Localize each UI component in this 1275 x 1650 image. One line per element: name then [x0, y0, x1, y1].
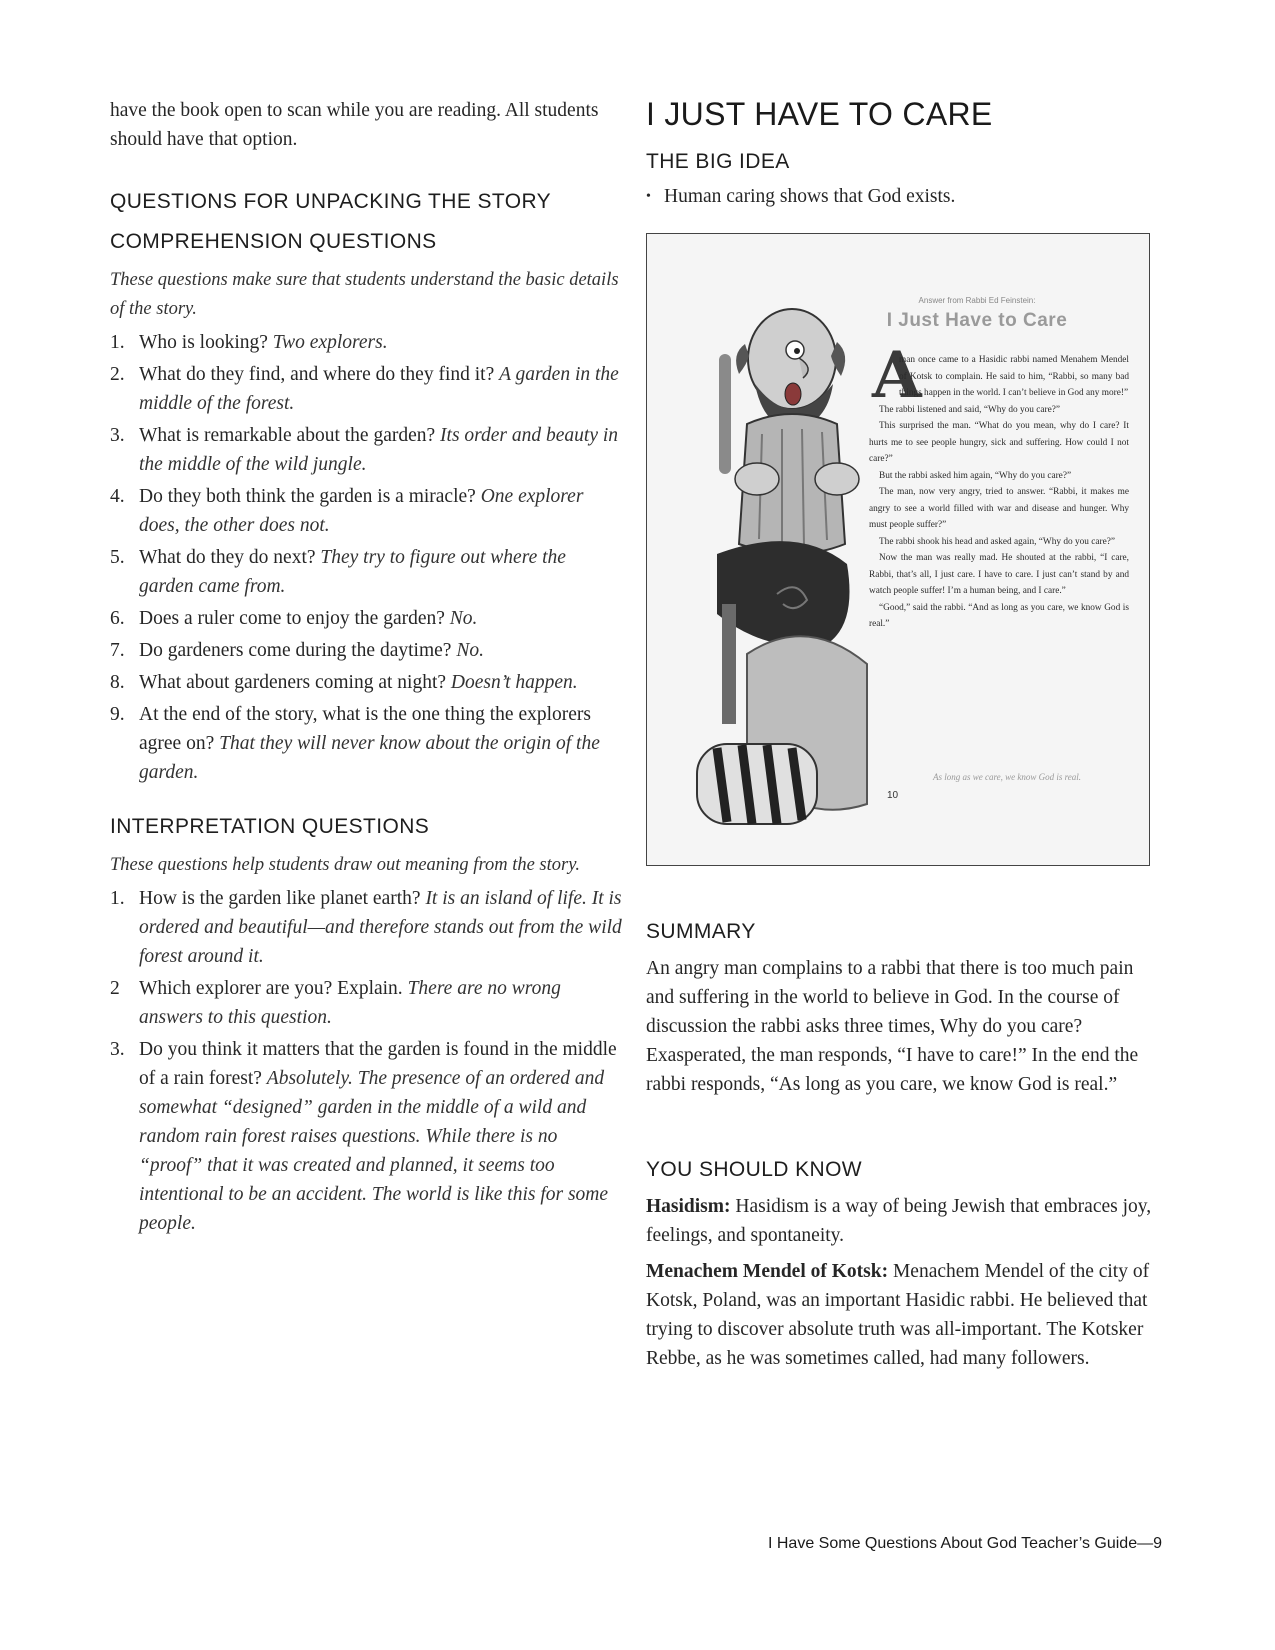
comprehension-intro: These questions make sure that students understand the basic details of the story.	[110, 270, 619, 319]
answer-text: No.	[456, 640, 484, 661]
comprehension-heading: COMPREHENSION QUESTIONS	[110, 230, 437, 253]
list-item	[110, 974, 625, 1032]
continuation-text: have the book open to scan while you are reading. All students should have that option.	[110, 100, 599, 150]
summary-section	[646, 912, 1161, 1099]
item-number: 1.	[110, 332, 125, 353]
question-text: What do they find, and where do they find it?	[139, 364, 495, 385]
story-paragraph: But the rabbi asked him again, “Why do you care?”	[879, 470, 1072, 481]
big-idea-heading: THE BIG IDEA	[646, 150, 790, 173]
answer-text: That they will never know about the origin of the garden.	[139, 733, 600, 783]
interpretation-heading: INTERPRETATION QUESTIONS	[110, 815, 430, 838]
answer-text: Its order and beauty in the middle of the wild jungle.	[139, 425, 619, 475]
figure-title: I Just Have to Care	[886, 310, 1068, 331]
question-text: Does a ruler come to enjoy the garden?	[139, 608, 445, 629]
answer-text: A garden in the middle of the forest.	[139, 364, 619, 414]
term-definition: Hasidism is a way of being Jewish that embraces joy, feelings, and spontaneity.	[646, 1196, 1152, 1246]
list-item	[110, 668, 625, 697]
big-idea-text: Human caring shows that God exists.	[664, 186, 956, 207]
item-number: 3.	[110, 1039, 125, 1060]
item-number: 5.	[110, 547, 125, 568]
page-footer: I Have Some Questions About God Teacher’s Guide—9	[767, 1535, 1162, 1552]
list-item	[110, 328, 625, 357]
story-paragraph: The rabbi shook his head and asked again, “Why do you care?”	[879, 536, 1115, 547]
question-text: Do you think it matters that the garden is found in the middle of a rain forest?	[139, 1039, 617, 1089]
story-paragraph: “Good,” said the rabbi. “And as long as you care, we know God is real.”	[869, 602, 1129, 629]
answer-text: No.	[449, 608, 478, 629]
answer-text: Doesn’t happen.	[450, 672, 578, 693]
list-item	[110, 421, 625, 479]
list-item	[110, 360, 625, 418]
list-item	[110, 884, 625, 971]
interpretation-list	[110, 884, 625, 1238]
unpacking-heading: QUESTIONS FOR UNPACKING THE STORY	[110, 190, 552, 213]
summary-text: An angry man complains to a rabbi that there is too much pain and suffering in the world to believe in God. In the course of discussion the rabbi asks three times, Why do you care? Exasperated, the man responds, “I have to care!” In the end the rabbi responds, “As long as you care, we know God is real.”	[646, 958, 1139, 1095]
figure-caption: As long as we care, we know God is real.	[932, 772, 1082, 782]
story-paragraph: man once came to a Hasidic rabbi named Menahem Mendel of Kotsk to complain. He said to him, “Rabbi, so many bad things happen in the world. I can’t believe in God any more!”	[899, 355, 1129, 398]
question-text: Do gardeners come during the daytime?	[139, 640, 452, 661]
item-number: 1.	[110, 888, 125, 909]
item-number: 2.	[110, 364, 125, 385]
term-entry	[646, 1192, 1161, 1250]
list-item	[110, 604, 625, 633]
story-paragraph: Now the man was really mad. He shouted at the rabbi, “I care, Rabbi, that’s all, I just care. I have to care. I just can’t stand by and watch people suffer! I’m a human being, and I care.”	[869, 553, 1129, 596]
interpretation-intro: These questions help students draw out meaning from the story.	[110, 855, 581, 875]
item-number: 4.	[110, 486, 125, 507]
list-item	[110, 543, 625, 601]
question-text: At the end of the story, what is the one thing the explorers agree on?	[139, 704, 592, 754]
question-text: What do they do next?	[139, 547, 316, 568]
list-item	[110, 636, 625, 665]
item-number: 3.	[110, 425, 125, 446]
big-idea-bullet	[646, 182, 1161, 211]
question-text: Who is looking?	[139, 332, 268, 353]
question-text: What is remarkable about the garden?	[139, 425, 436, 446]
term-entry	[646, 1257, 1161, 1373]
question-text: What about gardeners coming at night?	[139, 672, 447, 693]
answer-text: One explorer does, the other does not.	[139, 486, 584, 536]
book-page-figure	[646, 233, 1150, 866]
story-paragraph: The rabbi listened and said, “Why do you care?”	[879, 404, 1060, 415]
know-heading: YOU SHOULD KNOW	[646, 1158, 863, 1181]
figure-story	[869, 352, 1129, 633]
figure-kicker: Answer from Rabbi Ed Feinstein:	[918, 296, 1036, 305]
story-paragraph: This surprised the man. “What do you mean, why do I care? It hurts me to see people hungry, sick and suffering. How could I not care?”	[869, 421, 1129, 464]
answer-text: There are no wrong answers to this question.	[139, 978, 561, 1028]
page-title: I JUST HAVE TO CARE	[646, 96, 993, 132]
answer-text: Absolutely. The presence of an ordered and somewhat “designed” garden in the middle of a wild and random rain forest raises questions. While there is no “proof” that it was created and planned, it seems too intentional to be an accident. The world is like this for some people.	[139, 1068, 609, 1234]
question-text: Which explorer are you? Explain.	[139, 978, 403, 999]
answer-text: Two explorers.	[272, 332, 388, 353]
bullet-icon: •	[646, 189, 651, 204]
comprehension-list	[110, 328, 625, 787]
figure-dropcap: A	[872, 338, 922, 413]
item-number: 7.	[110, 640, 125, 661]
item-number: 9.	[110, 704, 125, 725]
right-column	[646, 92, 1161, 211]
list-item	[110, 1035, 625, 1238]
rabbi-illustration	[687, 274, 877, 834]
list-item	[110, 482, 625, 540]
question-text: Do they both think the garden is a miracle?	[139, 486, 476, 507]
answer-text: They try to figure out where the garden came from.	[139, 547, 566, 597]
answer-text: It is an island of life. It is ordered and beautiful—and therefore stands out from the wild forest around it.	[139, 888, 622, 967]
list-item	[110, 700, 625, 787]
figure-page-number: 10	[887, 790, 899, 801]
left-column	[110, 96, 625, 1241]
item-number: 2	[110, 978, 120, 999]
item-number: 6.	[110, 608, 125, 629]
question-text: How is the garden like planet earth?	[139, 888, 421, 909]
term-definition: Menachem Mendel of the city of Kotsk, Poland, was an important Hasidic rabbi. He believed that trying to discover absolute truth was all-important. The Kotsker Rebbe, as he was sometimes called, had many followers.	[646, 1261, 1150, 1369]
you-should-know-section	[646, 1150, 1161, 1373]
summary-heading: SUMMARY	[646, 920, 756, 943]
term-name: Menachem Mendel of Kotsk:	[646, 1261, 889, 1282]
term-name: Hasidism:	[646, 1196, 731, 1217]
story-paragraph: The man, now very angry, tried to answer. “Rabbi, it makes me angry to see a world filled with war and disease and hunger. Why must people suffer?”	[869, 487, 1129, 530]
item-number: 8.	[110, 672, 125, 693]
